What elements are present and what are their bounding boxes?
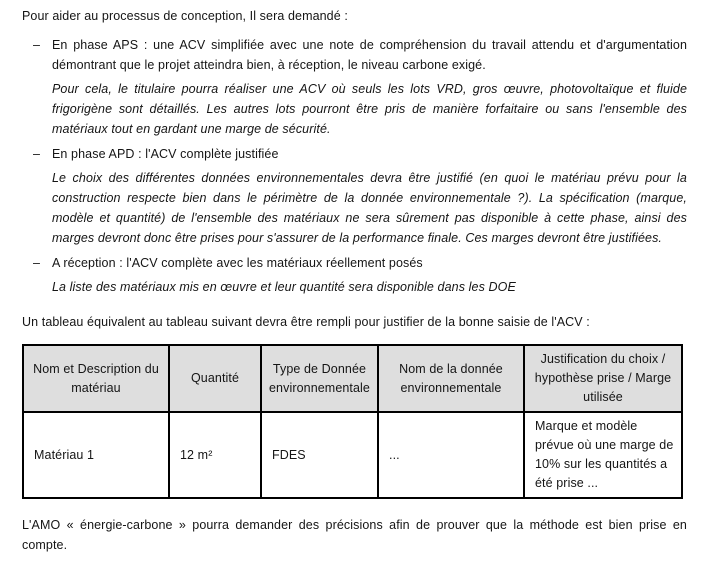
bullet-body-aps [52,35,687,139]
bullet-dash-icon: – [33,147,41,161]
cell-justification: Marque et modèle prévue où une marge de 10% sur les quantités a été prise ... [524,412,682,498]
acv-table-body [23,412,682,498]
header-cell-justification: Justification du choix / hypothèse prise / Marge utilisée [524,345,682,412]
bullet-reception-lead: A réception : l'ACV complète avec les matériaux réellement posés [52,256,423,270]
bullet-item-aps [22,35,687,139]
bullet-item-apd [22,144,687,248]
bullet-body-reception [52,253,687,297]
header-cell-data-name: Nom de la donnée environnementale [378,345,524,412]
header-cell-data-type: Type de Donnée environnementale [261,345,378,412]
bullet-dash-icon: – [33,38,41,52]
bullet-reception-italic-note: La liste des matériaux mis en œuvre et leur quantité sera disponible dans les DOE [52,280,516,294]
bullet-apd-italic-note: Le choix des différentes données environnementales devra être justifié (en quoi le matériau prévu pour la construction respecte bien dans le périmètre de la donnée environnementale ?). La spécification (marque, modèle et quantité) de l'ensemble des matériaux ne sera sûrement pas disponible à cette phase, ainsi des marges devront donc être prises pour s'assurer de la performance finale. Ces marges devront être justifiées. [52,171,687,245]
table-row [23,412,682,498]
cell-material-name: Matériau 1 [23,412,169,498]
cell-quantity: 12 m² [169,412,261,498]
bullet-body-apd [52,144,687,248]
acv-table-header [23,345,682,412]
intro-paragraph: Pour aider au processus de conception, Il sera demandé : [22,9,348,23]
bullet-dash-icon: – [33,256,41,270]
bullet-apd-lead: En phase APD : l'ACV complète justifiée [52,147,279,161]
cell-data-name: ... [378,412,524,498]
bullet-item-reception [22,253,687,297]
header-row [23,345,682,412]
header-cell-material: Nom et Description du matériau [23,345,169,412]
bullet-aps-lead: En phase APS : une ACV simplifiée avec une note de compréhension du travail attendu et d'argumentation démontrant que le projet atteindra bien, à réception, le niveau carbone exigé. [52,38,687,72]
cell-data-type: FDES [261,412,378,498]
outro-paragraph: L'AMO « énergie-carbone » pourra demander des précisions afin de prouver que la méthode est bien prise en compte. [22,518,687,552]
acv-justification-table [22,344,683,499]
header-cell-quantity: Quantité [169,345,261,412]
bullet-aps-italic-note: Pour cela, le titulaire pourra réaliser une ACV où seuls les lots VRD, gros œuvre, photovoltaïque et fluide frigorigène sont détaillés. Les autres lots pourront être pris de manière forfaitaire ou sans l'ensemble des matériaux tout en gardant une marge de sécurité. [52,82,687,136]
table-intro-paragraph: Un tableau équivalent au tableau suivant devra être rempli pour justifier de la bonne saisie de l'ACV : [22,315,590,329]
